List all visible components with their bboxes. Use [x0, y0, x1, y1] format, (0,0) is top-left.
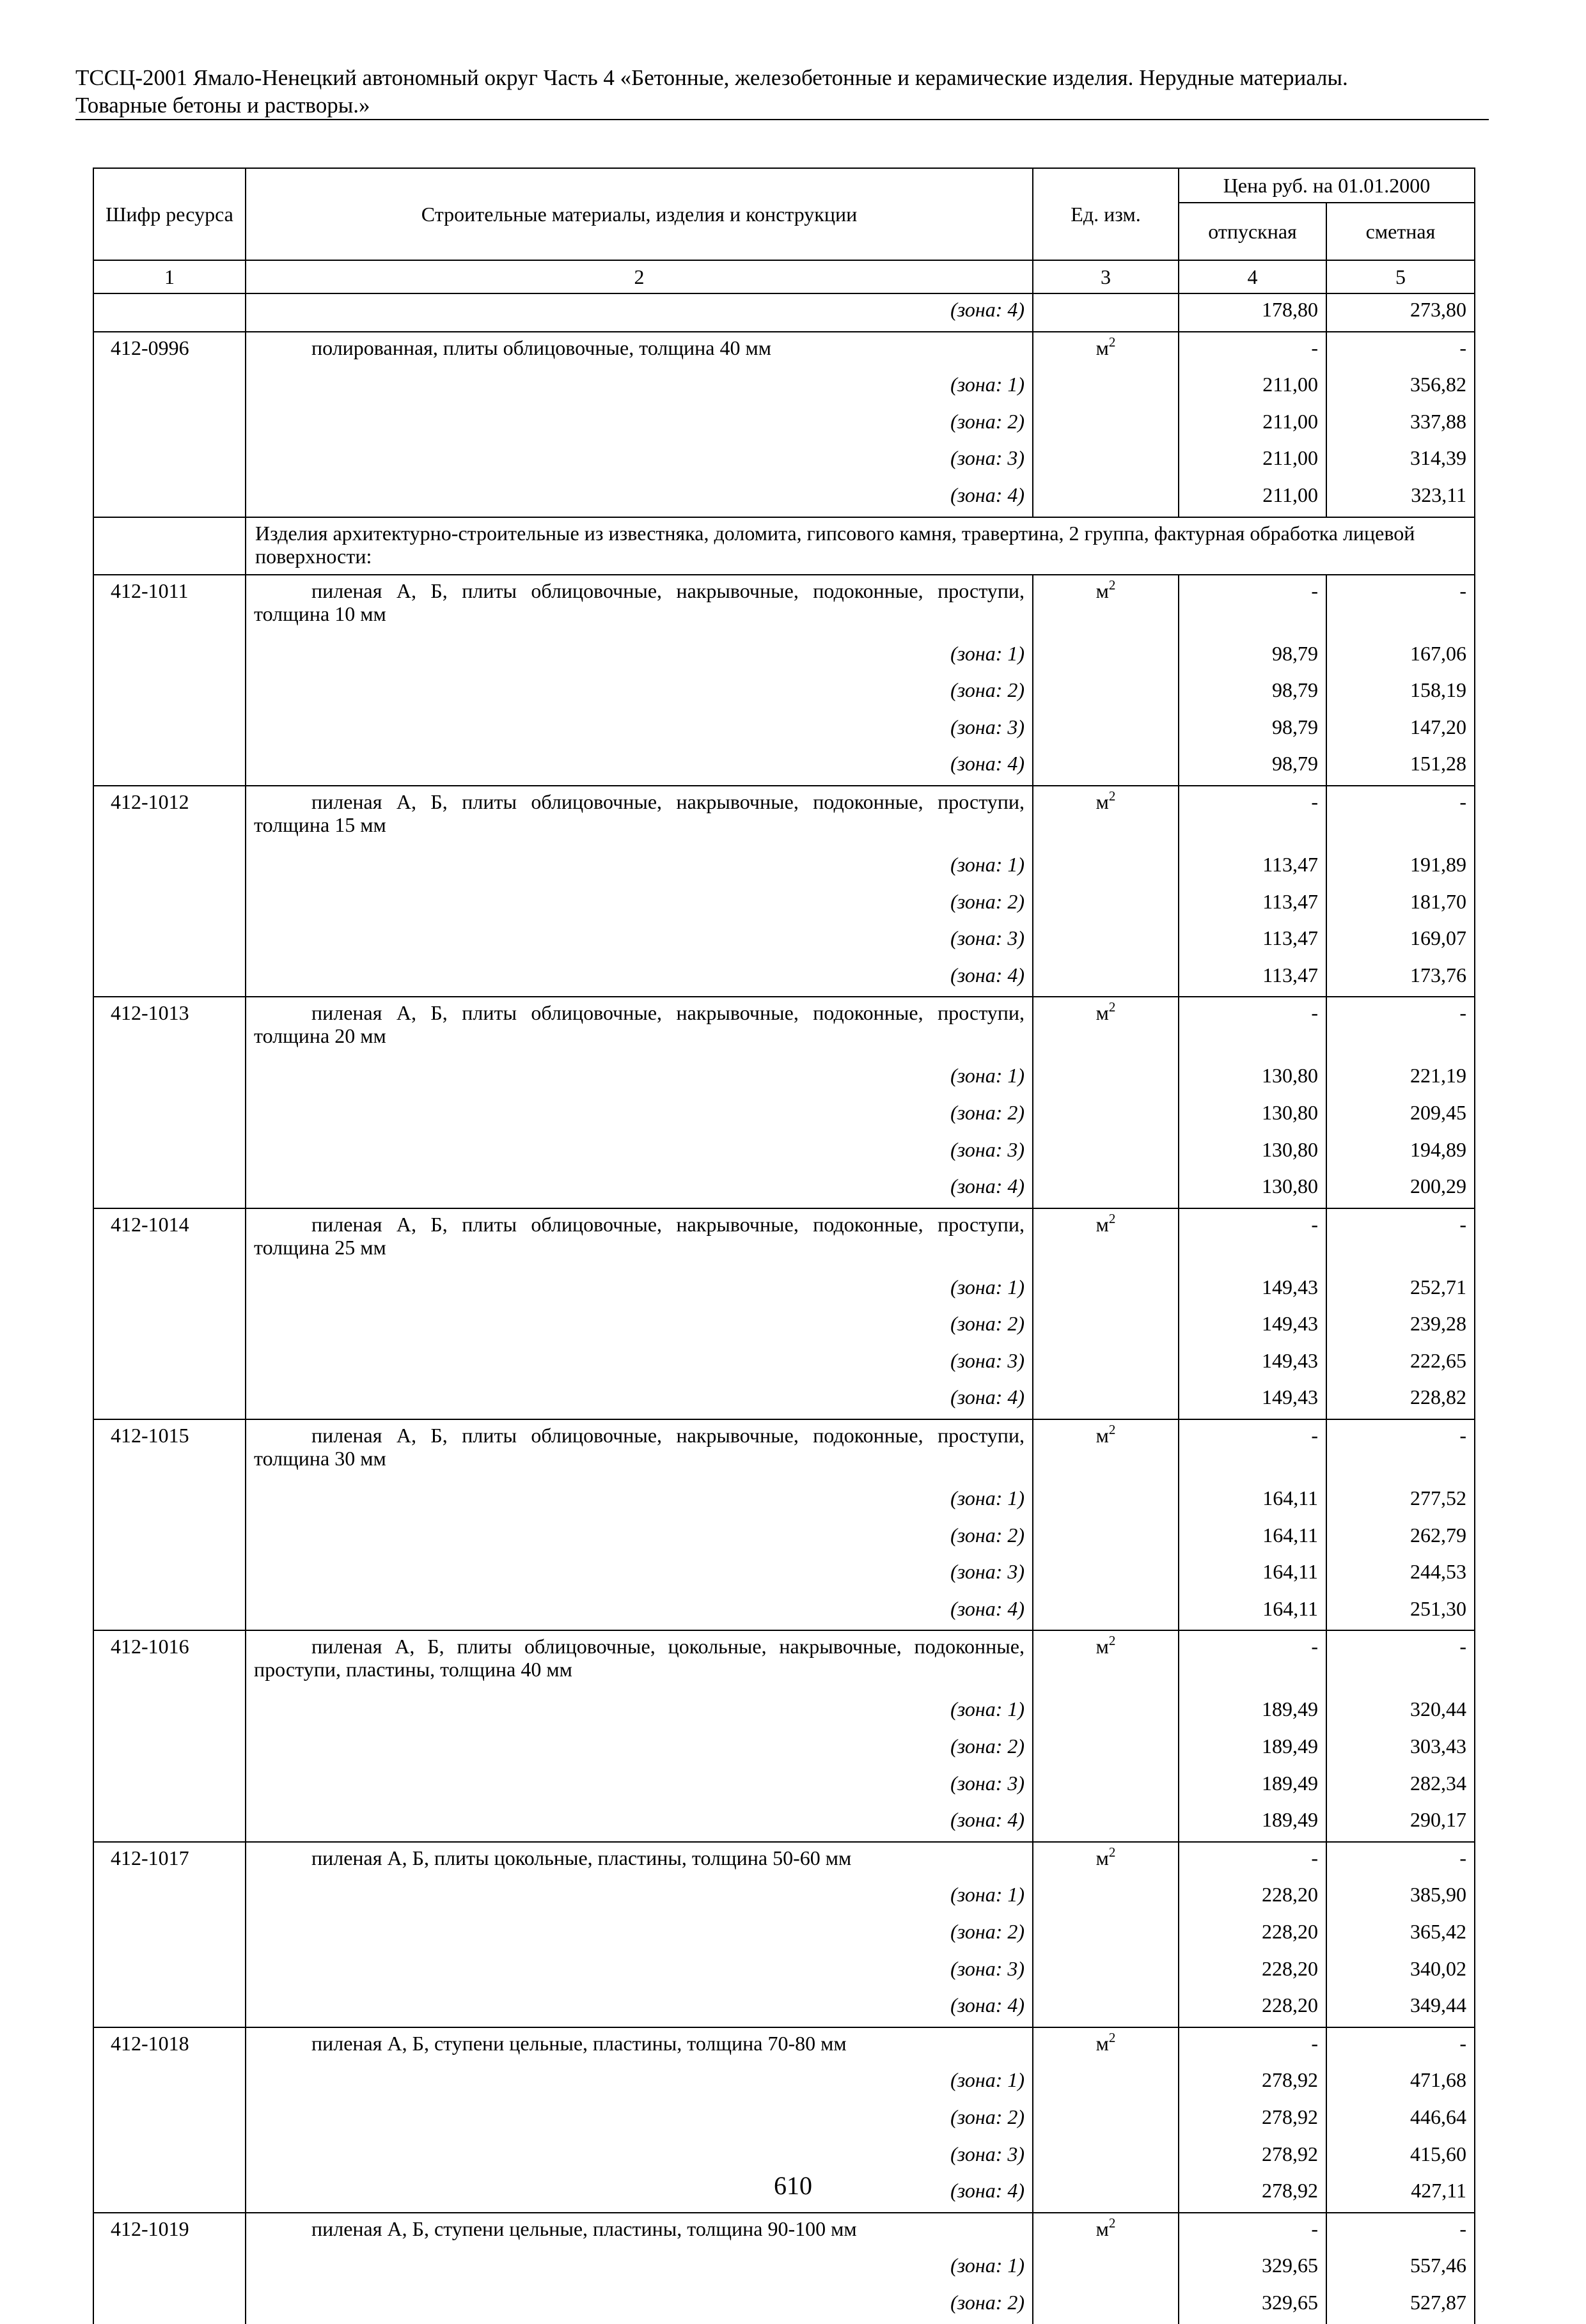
table-row: [93, 480, 1475, 517]
section-heading: Изделия архитектурно-строительные из известняка, доломита, гипсового камня, травертина, 2 группа, фактурная обработка лицевой поверхности:: [246, 517, 1475, 575]
unit-base: м: [1095, 2031, 1109, 2055]
zone-label: (зона: 1): [246, 2064, 1033, 2102]
header-line-2: Товарные бетоны и растворы.»: [75, 93, 370, 118]
unit-cell: [1033, 442, 1179, 480]
col-number: 4: [1179, 260, 1326, 293]
release-price: 189,49: [1179, 1804, 1326, 1842]
release-price: 278,92: [1179, 2175, 1326, 2213]
col-header-unit: Ед. изм.: [1033, 168, 1179, 260]
release-price: 130,80: [1179, 1134, 1326, 1171]
table-row: [93, 2287, 1475, 2324]
table-row: [93, 369, 1475, 406]
estimate-price: 320,44: [1326, 1694, 1475, 1731]
item-name: пиленая А, Б, ступени цельные, пластины, толщина 90-100 мм: [246, 2213, 1033, 2250]
item-name: пиленая А, Б, ступени цельные, пластины, толщина 70-80 мм: [246, 2027, 1033, 2065]
table-row: [93, 1208, 1475, 1272]
zone-label: (зона: 1): [246, 1694, 1033, 1731]
release-price: 164,11: [1179, 1593, 1326, 1631]
release-price: 113,47: [1179, 849, 1326, 886]
unit-power: 2: [1108, 1210, 1116, 1226]
unit-cell: [1033, 1556, 1179, 1593]
unit-cell: [1033, 1953, 1179, 1990]
zone-label: (зона: 4): [246, 748, 1033, 786]
unit-base: м: [1095, 1424, 1109, 1447]
unit-cell: [1033, 406, 1179, 443]
table-row: [93, 1382, 1475, 1419]
zone-label: (зона: 4): [246, 1171, 1033, 1208]
release-price: 98,79: [1179, 712, 1326, 749]
unit-cell: [1033, 2027, 1179, 2065]
running-header: [75, 64, 1489, 119]
unit-cell: [1033, 1308, 1179, 1345]
release-price: 329,65: [1179, 2287, 1326, 2324]
table-row: [93, 1483, 1475, 1520]
table-row: [93, 332, 1475, 370]
estimate-price: 221,19: [1326, 1060, 1475, 1097]
unit-cell: [1033, 2139, 1179, 2176]
estimate-price: 262,79: [1326, 1520, 1475, 1557]
header-rule: [75, 119, 1489, 120]
table-row: [93, 638, 1475, 675]
estimate-price: 194,89: [1326, 1134, 1475, 1171]
unit-cell: [1033, 575, 1179, 638]
release-price: 130,80: [1179, 1097, 1326, 1134]
resource-code: 412-1017: [93, 1842, 246, 2027]
estimate-price: 427,11: [1326, 2175, 1475, 2213]
unit-cell: [1033, 1842, 1179, 1880]
zone-label: (зона: 2): [246, 406, 1033, 443]
resource-code: 412-1013: [93, 997, 246, 1208]
col-number: 3: [1033, 260, 1179, 293]
release-price: 228,20: [1179, 1879, 1326, 1916]
unit-cell: [1033, 1382, 1179, 1419]
release-price: 98,79: [1179, 748, 1326, 786]
unit-power: 2: [1108, 999, 1116, 1015]
release-price: -: [1179, 332, 1326, 370]
zone-label: (зона: 2): [246, 675, 1033, 712]
unit-cell: [1033, 369, 1179, 406]
item-name: пиленая А, Б, плиты облицовочные, накрывочные, подоконные, проступи, толщина 30 мм: [246, 1419, 1033, 1483]
zone-label: (зона: 2): [246, 1520, 1033, 1557]
col-number: 2: [246, 260, 1033, 293]
release-price: 149,43: [1179, 1382, 1326, 1419]
estimate-price: 323,11: [1326, 480, 1475, 517]
unit-cell: [1033, 786, 1179, 849]
unit-cell: [1033, 1593, 1179, 1631]
col-header-price: Цена руб. на 01.01.2000: [1179, 168, 1475, 203]
estimate-price: -: [1326, 1842, 1475, 1880]
item-name: полированная, плиты облицовочные, толщина 40 мм: [246, 332, 1033, 370]
estimate-price: 244,53: [1326, 1556, 1475, 1593]
table-row: [93, 1630, 1475, 1694]
zone-label: (зона: 1): [246, 638, 1033, 675]
estimate-price: 365,42: [1326, 1916, 1475, 1953]
release-price: 189,49: [1179, 1694, 1326, 1731]
unit-cell: [1033, 923, 1179, 960]
table-row: [93, 2213, 1475, 2250]
col-header-estimate: сметная: [1326, 203, 1475, 260]
table-row: [93, 960, 1475, 997]
price-table: [93, 168, 1475, 2324]
col-header-code: Шифр ресурса: [93, 168, 246, 260]
unit-cell: [1033, 849, 1179, 886]
unit-cell: [1033, 997, 1179, 1060]
estimate-price: 273,80: [1326, 293, 1475, 332]
estimate-price: 181,70: [1326, 886, 1475, 923]
release-price: 211,00: [1179, 442, 1326, 480]
release-price: 149,43: [1179, 1272, 1326, 1309]
unit-cell: [1033, 1208, 1179, 1272]
estimate-price: -: [1326, 2027, 1475, 2065]
estimate-price: 290,17: [1326, 1804, 1475, 1842]
table-row: [93, 849, 1475, 886]
estimate-price: 173,76: [1326, 960, 1475, 997]
estimate-price: 303,43: [1326, 1731, 1475, 1768]
table-row: [93, 293, 1475, 332]
col-header-name: Строительные материалы, изделия и конструкции: [246, 168, 1033, 260]
table-row: [93, 1990, 1475, 2027]
table-row: [93, 442, 1475, 480]
release-price: -: [1179, 1842, 1326, 1880]
table-row: [93, 675, 1475, 712]
unit-cell: [1033, 712, 1179, 749]
release-price: 149,43: [1179, 1308, 1326, 1345]
estimate-price: 340,02: [1326, 1953, 1475, 1990]
zone-label: (зона: 3): [246, 923, 1033, 960]
estimate-price: 167,06: [1326, 638, 1475, 675]
zone-label: (зона: 2): [246, 2102, 1033, 2139]
release-price: -: [1179, 2027, 1326, 2065]
unit-cell: [1033, 1097, 1179, 1134]
estimate-price: 356,82: [1326, 369, 1475, 406]
release-price: 113,47: [1179, 886, 1326, 923]
unit-base: м: [1095, 790, 1109, 813]
col-header-release: отпускная: [1179, 203, 1326, 260]
resource-code: 412-1011: [93, 575, 246, 786]
table-row: [93, 1593, 1475, 1631]
zone-label: (зона: 3): [246, 1345, 1033, 1382]
zone-label: (зона: 1): [246, 2250, 1033, 2287]
table-row: [93, 1804, 1475, 1842]
table-row: [93, 517, 1475, 575]
unit-cell: [1033, 2102, 1179, 2139]
unit-cell: [1033, 2064, 1179, 2102]
estimate-price: 282,34: [1326, 1768, 1475, 1805]
table-row: [93, 575, 1475, 638]
unit-cell: [1033, 675, 1179, 712]
unit-cell: [1033, 2287, 1179, 2324]
table-row: [93, 1308, 1475, 1345]
zone-label: (зона: 3): [246, 442, 1033, 480]
estimate-price: 239,28: [1326, 1308, 1475, 1345]
release-price: 329,65: [1179, 2250, 1326, 2287]
table-row: [93, 1953, 1475, 1990]
zone-label: (зона: 1): [246, 1060, 1033, 1097]
estimate-price: 252,71: [1326, 1272, 1475, 1309]
item-name: пиленая А, Б, плиты облицовочные, накрывочные, подоконные, проступи, толщина 15 мм: [246, 786, 1033, 849]
release-price: 164,11: [1179, 1556, 1326, 1593]
unit-cell: [1033, 1731, 1179, 1768]
code-cell: [93, 517, 246, 575]
table-row: [93, 1272, 1475, 1309]
unit-base: м: [1095, 1212, 1109, 1236]
estimate-price: -: [1326, 1419, 1475, 1483]
zone-label: (зона: 4): [246, 1593, 1033, 1631]
table-row: [93, 1842, 1475, 1880]
resource-code: 412-1016: [93, 1630, 246, 1841]
table-row: [93, 1694, 1475, 1731]
estimate-price: 446,64: [1326, 2102, 1475, 2139]
unit-cell: [1033, 1171, 1179, 1208]
header-line-1: ТССЦ-2001 Ямало-Ненецкий автономный округ Часть 4 «Бетонные, железобетонные и керамические изделия. Нерудные материалы.: [75, 65, 1348, 90]
release-price: -: [1179, 997, 1326, 1060]
unit-base: м: [1095, 336, 1109, 359]
table-row: [93, 748, 1475, 786]
table-row: [93, 1134, 1475, 1171]
unit-cell: [1033, 1990, 1179, 2027]
estimate-price: -: [1326, 1208, 1475, 1272]
table-row: [93, 1060, 1475, 1097]
table-row: [93, 923, 1475, 960]
resource-code: 412-0996: [93, 332, 246, 517]
release-price: -: [1179, 1208, 1326, 1272]
unit-power: 2: [1108, 2215, 1116, 2231]
release-price: 164,11: [1179, 1483, 1326, 1520]
zone-label: (зона: 4): [246, 960, 1033, 997]
unit-cell: [1033, 2213, 1179, 2250]
release-price: 189,49: [1179, 1731, 1326, 1768]
zone-label: (зона: 3): [246, 1953, 1033, 1990]
estimate-price: 200,29: [1326, 1171, 1475, 1208]
zone-label: (зона: 3): [246, 1768, 1033, 1805]
unit-cell: [1033, 1134, 1179, 1171]
unit-power: 2: [1108, 1844, 1116, 1860]
unit-base: м: [1095, 579, 1109, 602]
unit-cell: [1033, 1916, 1179, 1953]
zone-label: (зона: 3): [246, 1134, 1033, 1171]
code-cell: [93, 293, 246, 332]
estimate-price: 471,68: [1326, 2064, 1475, 2102]
zone-label: (зона: 4): [246, 1382, 1033, 1419]
release-price: 178,80: [1179, 293, 1326, 332]
estimate-price: 222,65: [1326, 1345, 1475, 1382]
table-row: [93, 1419, 1475, 1483]
release-price: 278,92: [1179, 2064, 1326, 2102]
release-price: 211,00: [1179, 406, 1326, 443]
release-price: 130,80: [1179, 1060, 1326, 1097]
unit-cell: [1033, 1879, 1179, 1916]
table-body: [93, 293, 1475, 2324]
release-price: 189,49: [1179, 1768, 1326, 1805]
zone-label: (зона: 2): [246, 2287, 1033, 2324]
item-name: пиленая А, Б, плиты облицовочные, цокольные, накрывочные, подоконные, проступи, пластины, толщина 40 мм: [246, 1630, 1033, 1694]
zone-label: (зона: 1): [246, 1272, 1033, 1309]
release-price: 278,92: [1179, 2139, 1326, 2176]
zone-label: (зона: 1): [246, 369, 1033, 406]
resource-code: 412-1014: [93, 1208, 246, 1419]
unit-cell: [1033, 480, 1179, 517]
resource-code: 412-1015: [93, 1419, 246, 1630]
zone-label: (зона: 1): [246, 1483, 1033, 1520]
table-row: [93, 2027, 1475, 2065]
zone-label: (зона: 4): [246, 2175, 1033, 2213]
item-name: пиленая А, Б, плиты облицовочные, накрывочные, подоконные, проступи, толщина 20 мм: [246, 997, 1033, 1060]
table-row: [93, 2064, 1475, 2102]
release-price: 211,00: [1179, 369, 1326, 406]
estimate-price: 385,90: [1326, 1879, 1475, 1916]
estimate-price: 557,46: [1326, 2250, 1475, 2287]
estimate-price: -: [1326, 997, 1475, 1060]
item-name: пиленая А, Б, плиты облицовочные, накрывочные, подоконные, проступи, толщина 10 мм: [246, 575, 1033, 638]
estimate-price: 337,88: [1326, 406, 1475, 443]
unit-cell: [1033, 1768, 1179, 1805]
estimate-price: 147,20: [1326, 712, 1475, 749]
table-row: [93, 786, 1475, 849]
estimate-price: 191,89: [1326, 849, 1475, 886]
zone-label: (зона: 3): [246, 2139, 1033, 2176]
estimate-price: 415,60: [1326, 2139, 1475, 2176]
unit-cell: [1033, 293, 1179, 332]
table-row: [93, 997, 1475, 1060]
zone-label: (зона: 1): [246, 849, 1033, 886]
table-row: [93, 1768, 1475, 1805]
release-price: 113,47: [1179, 923, 1326, 960]
estimate-price: -: [1326, 332, 1475, 370]
unit-cell: [1033, 638, 1179, 675]
release-price: -: [1179, 575, 1326, 638]
zone-label: (зона: 3): [246, 712, 1033, 749]
estimate-price: -: [1326, 1630, 1475, 1694]
zone-label: (зона: 2): [246, 886, 1033, 923]
zone-label: (зона: 4): [246, 480, 1033, 517]
unit-base: м: [1095, 1846, 1109, 1869]
unit-cell: [1033, 1060, 1179, 1097]
item-name: пиленая А, Б, плиты цокольные, пластины, толщина 50-60 мм: [246, 1842, 1033, 1880]
table-row: [93, 886, 1475, 923]
table-row: [93, 1731, 1475, 1768]
unit-cell: [1033, 2250, 1179, 2287]
estimate-price: 151,28: [1326, 748, 1475, 786]
estimate-price: 251,30: [1326, 1593, 1475, 1631]
release-price: -: [1179, 786, 1326, 849]
unit-cell: [1033, 748, 1179, 786]
release-price: -: [1179, 2213, 1326, 2250]
zone-label: (зона: 2): [246, 1097, 1033, 1134]
estimate-price: -: [1326, 2213, 1475, 2250]
table-row: [93, 1556, 1475, 1593]
unit-cell: [1033, 332, 1179, 370]
release-price: -: [1179, 1419, 1326, 1483]
table-row: [93, 1171, 1475, 1208]
col-number: 5: [1326, 260, 1475, 293]
table-row: [93, 2102, 1475, 2139]
unit-power: 2: [1108, 577, 1116, 593]
zone-label: (зона: 4): [246, 1804, 1033, 1842]
estimate-price: 527,87: [1326, 2287, 1475, 2324]
estimate-price: 169,07: [1326, 923, 1475, 960]
estimate-price: 158,19: [1326, 675, 1475, 712]
unit-cell: [1033, 1272, 1179, 1309]
unit-power: 2: [1108, 1422, 1116, 1438]
unit-cell: [1033, 1419, 1179, 1483]
release-price: 149,43: [1179, 1345, 1326, 1382]
table-row: [93, 1916, 1475, 1953]
table-row: [93, 406, 1475, 443]
release-price: 228,20: [1179, 1990, 1326, 2027]
zone-label: (зона: 2): [246, 1916, 1033, 1953]
release-price: 113,47: [1179, 960, 1326, 997]
estimate-price: 349,44: [1326, 1990, 1475, 2027]
table-row: [93, 712, 1475, 749]
unit-cell: [1033, 1694, 1179, 1731]
table-row: [93, 1097, 1475, 1134]
release-price: 278,92: [1179, 2102, 1326, 2139]
zone-label: (зона: 4): [246, 1990, 1033, 2027]
unit-base: м: [1095, 1001, 1109, 1025]
unit-cell: [1033, 886, 1179, 923]
estimate-price: -: [1326, 575, 1475, 638]
col-number: 1: [93, 260, 246, 293]
unit-power: 2: [1108, 2029, 1116, 2045]
table-row: [93, 1879, 1475, 1916]
zone-label: (зона: 4): [246, 293, 1033, 332]
release-price: 211,00: [1179, 480, 1326, 517]
estimate-price: 277,52: [1326, 1483, 1475, 1520]
release-price: 164,11: [1179, 1520, 1326, 1557]
unit-power: 2: [1108, 334, 1116, 350]
estimate-price: 209,45: [1326, 1097, 1475, 1134]
release-price: 130,80: [1179, 1171, 1326, 1208]
table-row: [93, 2250, 1475, 2287]
estimate-price: 228,82: [1326, 1382, 1475, 1419]
release-price: 228,20: [1179, 1953, 1326, 1990]
release-price: 228,20: [1179, 1916, 1326, 1953]
release-price: 98,79: [1179, 675, 1326, 712]
resource-code: 412-1012: [93, 786, 246, 997]
unit-cell: [1033, 1804, 1179, 1842]
item-name: пиленая А, Б, плиты облицовочные, накрывочные, подоконные, проступи, толщина 25 мм: [246, 1208, 1033, 1272]
table-row: [93, 1520, 1475, 1557]
unit-cell: [1033, 1345, 1179, 1382]
unit-cell: [1033, 1630, 1179, 1694]
zone-label: (зона: 2): [246, 1308, 1033, 1345]
resource-code: 412-1019: [93, 2213, 246, 2324]
table-row: [93, 2139, 1475, 2176]
zone-label: (зона: 2): [246, 1731, 1033, 1768]
zone-label: (зона: 3): [246, 1556, 1033, 1593]
page-number: 610: [774, 2171, 812, 2200]
estimate-price: -: [1326, 786, 1475, 849]
release-price: 98,79: [1179, 638, 1326, 675]
resource-code: 412-1018: [93, 2027, 246, 2213]
zone-label: (зона: 1): [246, 1879, 1033, 1916]
unit-cell: [1033, 960, 1179, 997]
release-price: -: [1179, 1630, 1326, 1694]
table-row: [93, 1345, 1475, 1382]
unit-power: 2: [1108, 788, 1116, 804]
unit-cell: [1033, 1483, 1179, 1520]
unit-base: м: [1095, 1635, 1109, 1658]
unit-cell: [1033, 1520, 1179, 1557]
unit-base: м: [1095, 2217, 1109, 2240]
unit-power: 2: [1108, 1633, 1116, 1649]
estimate-price: 314,39: [1326, 442, 1475, 480]
